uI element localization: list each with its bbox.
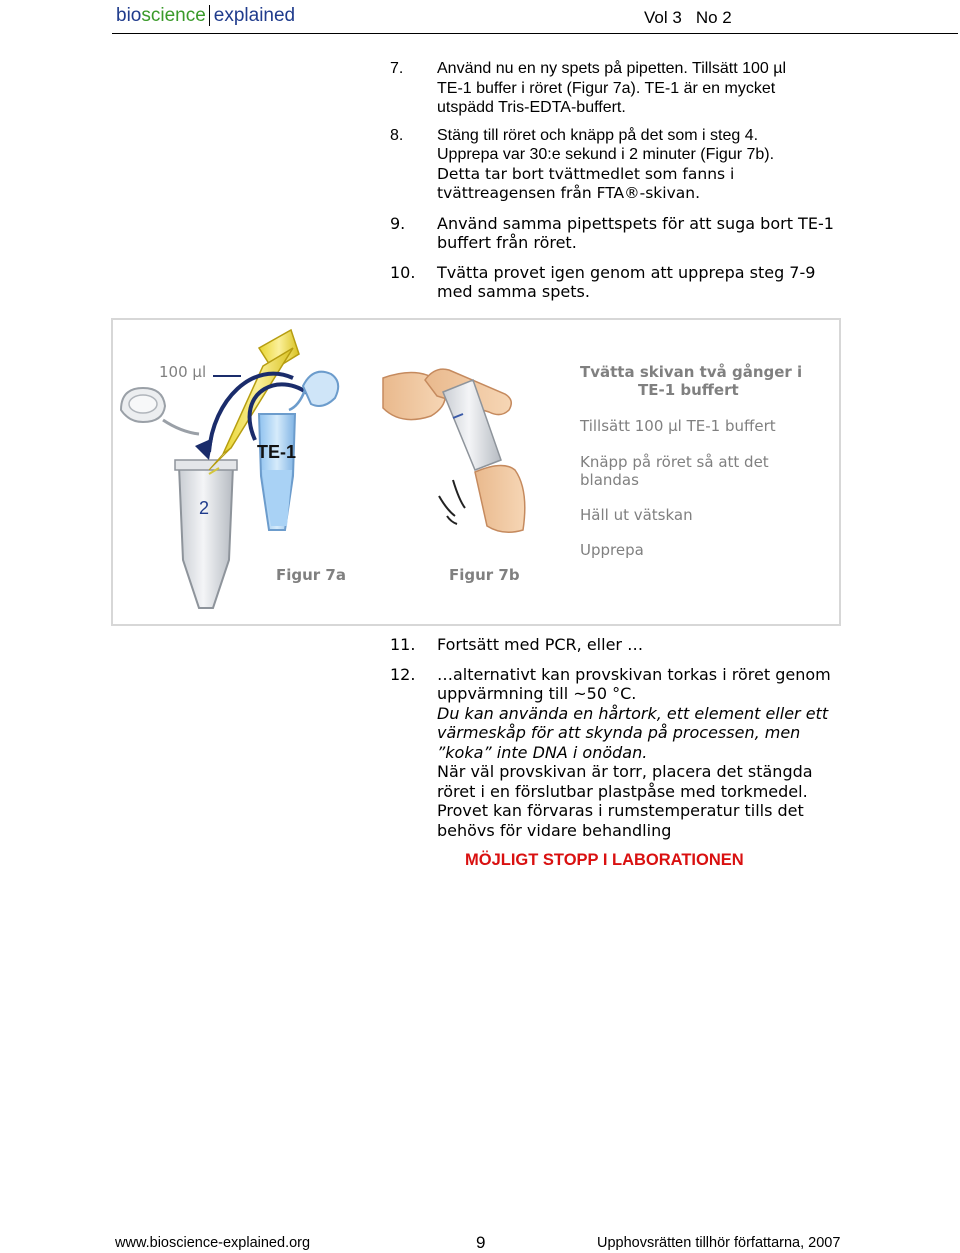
step-9-line-2: buffert från röret. xyxy=(437,233,577,252)
side-step-repeat: Upprepa xyxy=(580,541,644,559)
side-step-add: Tillsätt 100 µl TE-1 buffert xyxy=(580,417,776,435)
step-8-line-2: Upprepa var 30:e sekund i 2 minuter (Figur 7b). xyxy=(437,146,775,163)
step-8-line-1: Stäng till röret och knäpp på det som i steg 4. xyxy=(437,126,759,144)
step-10-line-2: med samma spets. xyxy=(437,282,590,301)
side-step-flick-2: blandas xyxy=(580,471,639,489)
tube-2-label: 2 xyxy=(199,498,210,518)
te1-tube-label: TE-1 xyxy=(257,442,297,462)
steps-list-bottom xyxy=(390,635,860,840)
figure-7a-caption: Figur 7a xyxy=(276,566,346,584)
brand-science: science xyxy=(141,5,206,26)
te1-tube-icon xyxy=(257,372,338,530)
step-9: 9. Använd samma pipettspets för att suga bort TE-1 buffert från röret. xyxy=(390,214,860,253)
step-11: 11. Fortsätt med PCR, eller … xyxy=(390,635,860,655)
tube-2-icon xyxy=(121,388,237,608)
step-7: 7. Använd nu en ny spets på pipetten. Tillsätt 100 µl TE-1 buffer i röret (Figur 7a). TE-1 är en mycket utspädd Tris-EDTA-buffert. xyxy=(390,59,860,118)
step-7-line-2: TE-1 buffer i röret (Figur 7a). TE-1 är en mycket xyxy=(437,79,776,97)
volume-number: Vol 3 xyxy=(644,8,682,27)
volume-info xyxy=(644,8,732,28)
figure-7 xyxy=(111,318,841,626)
page-number: 9 xyxy=(476,1233,486,1252)
step-12-more-1: När väl provskivan är torr, placera det stängda xyxy=(437,762,813,781)
step-10: 10. Tvätta provet igen genom att upprepa steg 7-9 med samma spets. xyxy=(390,263,860,302)
page-header xyxy=(112,0,958,34)
footer-url[interactable]: www.bioscience-explained.org xyxy=(115,1235,311,1251)
side-step-flick-1: Knäpp på röret så att det xyxy=(580,453,769,471)
footer-copyright: Upphovsrätten tillhör författarna, 2007 xyxy=(597,1235,841,1251)
step-12: 12. …alternativt kan provskivan torkas i röret genom uppvärmning till ~50 °C. Du kan använda en hårtork, ett element eller ett värmeskåp för att skynda på processen, men ”koka” inte DNA i onödan. När väl provskivan är torr, placera det stängda röret i en förslutbar plastpåse med torkmedel. Provet kan förvaras i rumstemperatur tills det behövs för vidare behandling xyxy=(390,665,860,841)
step-12-italic-2: värmeskåp för att skynda på processen, men xyxy=(437,723,801,742)
side-step-pour: Häll ut vätskan xyxy=(580,506,693,524)
steps-list-top xyxy=(390,59,860,302)
step-12-more-2: röret i en förslutbar plastpåse med torkmedel. xyxy=(437,781,808,801)
side-title-line-2: TE-1 buffert xyxy=(638,381,739,399)
issue-number: No 2 xyxy=(695,8,732,27)
step-9-line-1: Använd samma pipettspets för att suga bort TE-1 xyxy=(437,213,834,233)
step-12-more-3: Provet kan förvaras i rumstemperatur tills det xyxy=(437,801,804,820)
brand-bio: bio xyxy=(116,5,142,26)
step-12-italic-3: ”koka” inte DNA i onödan. xyxy=(437,742,648,762)
step-12-italic-1: Du kan använda en hårtork, ett element eller ett xyxy=(437,703,829,723)
step-12-line-2: uppvärmning till ~50 °C. xyxy=(437,684,637,703)
step-10-line-1: Tvätta provet igen genom att upprepa steg 7-9 xyxy=(437,262,816,282)
step-12-more-4: behövs för vidare behandling xyxy=(437,820,672,840)
step-8-line-3: Detta tar bort tvättmedlet som fanns i xyxy=(437,164,735,183)
side-title-line-1: Tvätta skivan två gånger i xyxy=(580,363,803,381)
step-7-line-1: Använd nu en ny spets på pipetten. Tillsätt 100 µl xyxy=(437,60,786,77)
step-8-line-4: tvättreagensen från FTA®-skivan. xyxy=(437,184,700,202)
step-7-line-3: utspädd Tris-EDTA-buffert. xyxy=(437,99,626,116)
step-12-line-1: …alternativt kan provskivan torkas i röret genom xyxy=(437,664,831,684)
volume-label: 100 µl xyxy=(159,363,207,381)
figure-7b-caption: Figur 7b xyxy=(449,566,520,584)
step-11-text: Fortsätt med PCR, eller … xyxy=(437,635,644,654)
brand-explained: explained xyxy=(209,5,295,26)
brand-logo xyxy=(116,5,295,27)
hand-flick-icon xyxy=(383,369,525,532)
step-8: 8. Stäng till röret och knäpp på det som i steg 4. Upprepa var 30:e sekund i 2 minuter (Figur 7b). Detta tar bort tvättmedlet som fanns i tvättreagensen från FTA®-skivan. xyxy=(390,126,860,204)
stop-notice: MÖJLIGT STOPP I LABORATIONEN xyxy=(465,851,744,869)
